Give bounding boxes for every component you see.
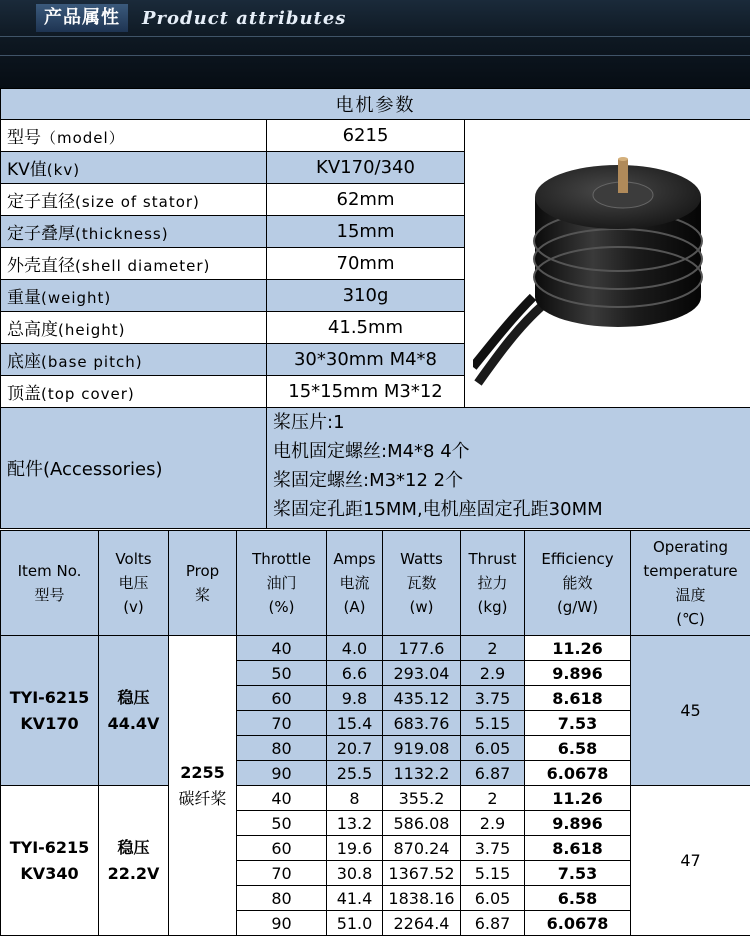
- cell-eff: 8.618: [525, 836, 631, 861]
- cell-amps: 15.4: [327, 711, 383, 736]
- motor-spec-table: [0, 88, 750, 529]
- cell-thrust: 6.87: [461, 911, 525, 936]
- accessory-item: 桨固定螺丝:M3*12 2个: [273, 470, 464, 491]
- header-banner: [0, 0, 750, 88]
- cell-watts: 586.08: [383, 811, 461, 836]
- cell-eff: 6.58: [525, 736, 631, 761]
- header-prop: [169, 531, 237, 636]
- spec-label-zh: 底座: [7, 352, 41, 372]
- divider: [0, 36, 750, 37]
- cell-throttle: 80: [237, 736, 327, 761]
- spec-label-en: (top cover): [41, 385, 135, 403]
- cell-eff: 6.0678: [525, 761, 631, 786]
- cell-throttle: 90: [237, 911, 327, 936]
- item-number-line: TYI-6215: [9, 837, 90, 857]
- header-throttle-line: Throttle: [252, 550, 311, 568]
- section-title-en: Product attributes: [142, 8, 347, 29]
- item-number: [1, 636, 99, 786]
- spec-label-zh: 外壳直径: [7, 256, 75, 276]
- header-amps: [327, 531, 383, 636]
- spec-table-title: 电机参数: [1, 89, 750, 120]
- cell-thrust: 2.9: [461, 661, 525, 686]
- spec-label: [1, 248, 267, 280]
- table-row: [1, 636, 750, 661]
- prop-cell: [169, 636, 237, 936]
- cell-watts: 1132.2: [383, 761, 461, 786]
- spec-value: 6215: [267, 120, 465, 152]
- cell-eff: 8.618: [525, 686, 631, 711]
- header-volts-line: Volts: [115, 550, 152, 568]
- cell-throttle: 50: [237, 811, 327, 836]
- accessories-label: 配件(Accessories): [1, 408, 267, 529]
- cell-eff: 11.26: [525, 636, 631, 661]
- header-thrust-line: (kg): [477, 598, 508, 616]
- spec-label-zh: 总高度: [7, 320, 58, 340]
- cell-amps: 9.8: [327, 686, 383, 711]
- cell-throttle: 80: [237, 886, 327, 911]
- spec-value: 70mm: [267, 248, 465, 280]
- accessory-item: 桨固定孔距15MM,电机座固定孔距30MM: [273, 499, 603, 520]
- header-temperature-line: 温度: [675, 586, 706, 604]
- cell-thrust: 3.75: [461, 836, 525, 861]
- voltage-line: 44.4V: [107, 713, 160, 733]
- spec-value: 41.5mm: [267, 312, 465, 344]
- spec-label-zh: 定子直径: [7, 192, 75, 212]
- cell-watts: 435.12: [383, 686, 461, 711]
- item-number-line: KV340: [20, 863, 79, 883]
- header-efficiency-line: Efficiency: [541, 550, 614, 568]
- spec-label-en: (base pitch): [41, 353, 143, 371]
- header-volts: [99, 531, 169, 636]
- header-item-line: Item No.: [17, 562, 82, 580]
- spec-label: [1, 184, 267, 216]
- spec-label-en: (kv): [46, 161, 81, 179]
- cell-amps: 8: [327, 786, 383, 811]
- divider: [0, 55, 750, 56]
- temperature-value: 47: [631, 786, 750, 936]
- cell-thrust: 5.15: [461, 711, 525, 736]
- cell-throttle: 70: [237, 861, 327, 886]
- cell-watts: 177.6: [383, 636, 461, 661]
- header-efficiency: [525, 531, 631, 636]
- voltage-line: 稳压: [117, 837, 150, 857]
- cell-amps: 13.2: [327, 811, 383, 836]
- header-temperature-line: (℃): [676, 610, 705, 628]
- header-thrust-line: Thrust: [468, 550, 517, 568]
- header-amps-line: Amps: [333, 550, 376, 568]
- spec-label-en: （model）: [41, 129, 125, 147]
- cell-amps: 25.5: [327, 761, 383, 786]
- cell-eff: 9.896: [525, 811, 631, 836]
- spec-label-en: (weight): [41, 289, 112, 307]
- header-volts-line: (v): [123, 598, 144, 616]
- cell-thrust: 6.05: [461, 886, 525, 911]
- cell-watts: 870.24: [383, 836, 461, 861]
- cell-throttle: 60: [237, 686, 327, 711]
- spec-label: [1, 280, 267, 312]
- cell-eff: 6.58: [525, 886, 631, 911]
- voltage: [99, 786, 169, 936]
- header-thrust-line: 拉力: [477, 574, 508, 592]
- header-prop-line: 桨: [194, 586, 210, 604]
- cell-eff: 11.26: [525, 786, 631, 811]
- spec-value: 15*15mm M3*12: [267, 376, 465, 408]
- spec-label: [1, 376, 267, 408]
- spec-label-en: (thickness): [75, 225, 169, 243]
- cell-throttle: 40: [237, 636, 327, 661]
- cell-throttle: 50: [237, 661, 327, 686]
- spec-label: [1, 152, 267, 184]
- header-temperature: [631, 531, 750, 636]
- cell-thrust: 3.75: [461, 686, 525, 711]
- spec-value: KV170/340: [267, 152, 465, 184]
- spec-label-en: (shell diameter): [75, 257, 211, 275]
- voltage-line: 稳压: [117, 687, 150, 707]
- spec-value: 30*30mm M4*8: [267, 344, 465, 376]
- cell-watts: 355.2: [383, 786, 461, 811]
- header-watts-line: 瓦数: [406, 574, 437, 592]
- spec-label-en: (size of stator): [75, 193, 200, 211]
- section-title-zh: 产品属性: [36, 4, 128, 32]
- prop-line: 2255: [180, 762, 225, 782]
- item-number: [1, 786, 99, 936]
- header-amps-line: 电流: [339, 574, 370, 592]
- cell-watts: 683.76: [383, 711, 461, 736]
- cell-eff: 7.53: [525, 711, 631, 736]
- cell-throttle: 60: [237, 836, 327, 861]
- header-watts-line: Watts: [400, 550, 443, 568]
- performance-test-table: [0, 530, 750, 936]
- cell-thrust: 2: [461, 786, 525, 811]
- header-watts: [383, 531, 461, 636]
- cell-thrust: 6.87: [461, 761, 525, 786]
- voltage-line: 22.2V: [107, 863, 160, 883]
- temperature-value: 45: [631, 636, 750, 786]
- motor-photo: [465, 120, 750, 408]
- spec-label-zh: 定子叠厚: [7, 224, 75, 244]
- cell-throttle: 40: [237, 786, 327, 811]
- header-throttle-line: 油门: [266, 574, 297, 592]
- cell-amps: 41.4: [327, 886, 383, 911]
- cell-amps: 30.8: [327, 861, 383, 886]
- spec-label-zh: 重量: [7, 288, 41, 308]
- cell-amps: 20.7: [327, 736, 383, 761]
- accessory-item: 桨压片:1: [273, 412, 345, 433]
- spec-value: 15mm: [267, 216, 465, 248]
- cell-watts: 293.04: [383, 661, 461, 686]
- cell-watts: 1367.52: [383, 861, 461, 886]
- accessories-list: [267, 408, 750, 529]
- cell-watts: 2264.4: [383, 911, 461, 936]
- spec-rows: [1, 120, 750, 408]
- item-number-line: KV170: [20, 713, 79, 733]
- header-efficiency-line: 能效: [562, 574, 593, 592]
- cell-watts: 1838.16: [383, 886, 461, 911]
- spec-label: [1, 312, 267, 344]
- header-prop-line: Prop: [185, 562, 220, 580]
- motor-photo-icon: [473, 127, 743, 397]
- cell-amps: 51.0: [327, 911, 383, 936]
- cell-thrust: 6.05: [461, 736, 525, 761]
- cell-eff: 7.53: [525, 861, 631, 886]
- spec-label: [1, 120, 267, 152]
- spec-label-en: (height): [58, 321, 126, 339]
- header-temperature-line: temperature: [643, 562, 738, 580]
- header-watts-line: (w): [409, 598, 434, 616]
- cell-thrust: 2.9: [461, 811, 525, 836]
- spec-value: 62mm: [267, 184, 465, 216]
- spec-label: [1, 344, 267, 376]
- header-item: [1, 531, 99, 636]
- cell-thrust: 2: [461, 636, 525, 661]
- header-temperature-line: Operating: [653, 538, 728, 556]
- prop-line: 碳纤桨: [178, 788, 227, 808]
- item-number-line: TYI-6215: [9, 687, 90, 707]
- test-header-row: [1, 531, 750, 636]
- spec-label: [1, 216, 267, 248]
- spec-label-zh: 顶盖: [7, 384, 41, 404]
- header-throttle-line: (%): [268, 598, 295, 616]
- header-thrust: [461, 531, 525, 636]
- table-row: [1, 786, 750, 811]
- accessory-item: 电机固定螺丝:M4*8 4个: [273, 441, 470, 462]
- header-volts-line: 电压: [118, 574, 149, 592]
- spec-value: 310g: [267, 280, 465, 312]
- cell-throttle: 70: [237, 711, 327, 736]
- cell-watts: 919.08: [383, 736, 461, 761]
- cell-eff: 9.896: [525, 661, 631, 686]
- header-item-line: 型号: [34, 586, 65, 604]
- cell-amps: 6.6: [327, 661, 383, 686]
- cell-amps: 19.6: [327, 836, 383, 861]
- header-efficiency-line: (g/W): [556, 598, 599, 616]
- spec-row: [1, 120, 750, 152]
- header-amps-line: (A): [343, 598, 366, 616]
- cell-eff: 6.0678: [525, 911, 631, 936]
- cell-amps: 4.0: [327, 636, 383, 661]
- cell-thrust: 5.15: [461, 861, 525, 886]
- cell-throttle: 90: [237, 761, 327, 786]
- voltage: [99, 636, 169, 786]
- spec-label-zh: 型号: [7, 128, 41, 148]
- test-body: [1, 636, 750, 936]
- header-throttle: [237, 531, 327, 636]
- spec-label-zh: KV值: [7, 160, 47, 180]
